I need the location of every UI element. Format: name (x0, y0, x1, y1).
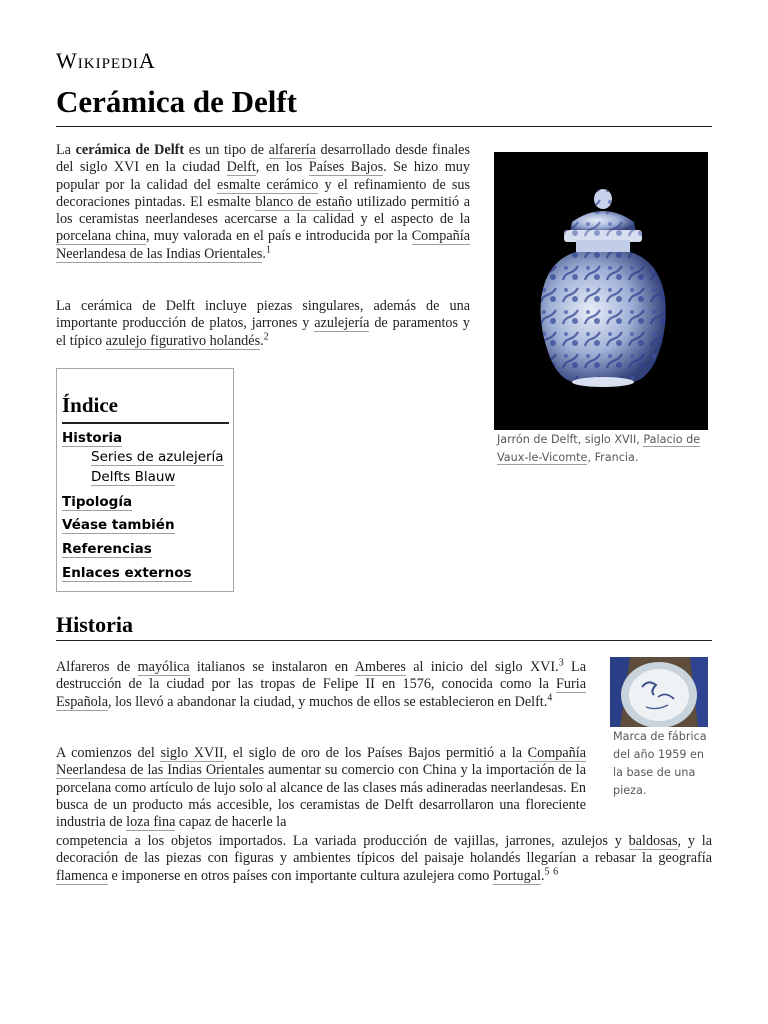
article-link[interactable]: alfarería (268, 142, 316, 158)
text-run: competencia a los objetos importados. La variada producción de vajillas, jarrones, azulejos y (56, 833, 629, 849)
intro-paragraph-2 (56, 298, 470, 350)
toc-item-historia[interactable]: Historia (62, 430, 123, 446)
toc-item-vease-tambien[interactable]: Véase también (62, 517, 175, 533)
text-run: , los llevó a abandonar la ciudad, y muchos de ellos se establecieron en Delft. (108, 693, 548, 710)
article-link[interactable]: porcelana china (56, 228, 147, 245)
reference-marker[interactable]: 1 (265, 244, 271, 256)
title-divider (56, 126, 712, 127)
reference-marker[interactable]: 3 (558, 657, 564, 669)
text-run: Marca de fábrica del año 1959 en la base de una pieza. (613, 730, 707, 797)
article-link[interactable]: Amberes (354, 659, 406, 675)
article-link[interactable]: Compañía Neerlandesa de las Indias Orientales (56, 228, 471, 262)
text-run: . (540, 867, 545, 884)
historia-paragraph-2-continued (56, 833, 712, 885)
reference-marker[interactable]: 4 (547, 691, 553, 703)
text-run: . Se hizo muy popular por la calidad del (56, 159, 470, 193)
vase-caption (497, 431, 709, 467)
text-run: La (56, 142, 76, 158)
intro-paragraph-1 (56, 142, 470, 263)
toc-item-series-de-azulejeria[interactable]: Series de azulejería (91, 449, 224, 465)
article-link[interactable]: loza fina (126, 814, 176, 831)
article-link[interactable]: mayólica (137, 659, 190, 675)
text-run: , y la decoración de las piezas con figuras y ambientes típicos del paisaje holandés llegarían a rebasar la geografía (56, 833, 712, 867)
vase-image[interactable] (494, 152, 708, 430)
article-link[interactable]: Países Bajos (308, 159, 384, 176)
article-link[interactable]: baldosas (628, 833, 678, 849)
text-run: e imponerse en otros países con importante cultura azulejera como (107, 867, 493, 884)
article-link[interactable]: blanco de estaño (255, 193, 353, 210)
factory-mark-caption (613, 728, 713, 800)
text-run: capaz de hacerle la (175, 814, 287, 831)
article-link[interactable]: Palacio de Vaux-le-Vicomte (497, 433, 701, 464)
factory-mark-illustration (610, 657, 708, 727)
article-link[interactable]: esmalte cerámico (217, 176, 319, 193)
reference-marker[interactable]: 2 (263, 330, 269, 342)
bold-term: cerámica de Delft (75, 142, 185, 158)
vase-illustration (494, 152, 708, 430)
toc-item-delfts-blauw[interactable]: Delfts Blauw (91, 469, 176, 485)
toc-item-referencias[interactable]: Referencias (62, 541, 152, 557)
table-of-contents (56, 368, 234, 592)
text-run: , el siglo de oro de los Países Bajos permitió a la (223, 745, 528, 761)
wikipedia-wordmark[interactable]: WikipediA (56, 48, 156, 73)
article-link[interactable]: Portugal (492, 867, 541, 884)
text-run: es un tipo de (184, 142, 269, 158)
text-run: . (260, 332, 264, 349)
article-link[interactable]: azulejo figurativo holandés (105, 332, 261, 349)
historia-paragraph-2 (56, 745, 586, 831)
text-run: La destrucción de la ciudad por las tropas de Felipe II en 1576, conocida como la (56, 659, 587, 693)
text-run: italianos se instalaron en (189, 659, 355, 675)
toc-title: Índice (62, 393, 119, 417)
text-run: utilizado permitió a los ceramistas neerlandeses acercarse a la calidad y el aspecto de la (56, 193, 471, 228)
toc-divider (62, 422, 229, 424)
article-link[interactable]: Compañía Neerlandesa de las Indias Orientales (56, 745, 586, 779)
article-link[interactable]: siglo XVII (160, 745, 224, 761)
factory-mark-image[interactable] (610, 657, 708, 727)
text-run: A comienzos del (56, 745, 161, 761)
reference-marker[interactable]: 6 (553, 865, 559, 877)
article-link[interactable]: flamenca (56, 867, 108, 884)
text-run: y el refinamiento de sus decoraciones pintadas. El esmalte (56, 176, 470, 210)
section-heading-historia: Historia (56, 612, 133, 637)
text-run: Jarrón de Delft, siglo XVII, (497, 433, 644, 446)
text-run: Alfareros de (56, 659, 138, 675)
text-run: aumentar su comercio con China y la importación de la porcelana como artículo de lujo solo al alcance de las clases más adineradas neerlandesas. En busca de un producto más accesible, los ceramistas de Delft desarrollaron una floreciente industria de (56, 762, 586, 831)
text-run: , Francia. (587, 451, 639, 464)
text-run: de paramentos y el típico (56, 315, 470, 349)
text-run: desarrollado desde finales del siglo XVI en la ciudad (56, 142, 471, 176)
text-run: al inicio del siglo XVI. (405, 659, 559, 675)
page-title: Cerámica de Delft (56, 84, 298, 119)
toc-item-enlaces-externos[interactable]: Enlaces externos (62, 565, 192, 581)
text-run: , en los (255, 159, 309, 176)
historia-paragraph-1 (56, 659, 586, 711)
text-run: . (262, 245, 266, 262)
article-link[interactable]: azulejería (314, 315, 370, 332)
text-run: La cerámica de Delft incluye piezas singulares, además de una importante producción de platos, jarrones y (56, 298, 470, 332)
article-link[interactable]: Delft (226, 159, 256, 176)
toc-item-tipologia[interactable]: Tipología (62, 494, 133, 510)
section-divider (56, 640, 712, 641)
article-link[interactable]: Furia Española (56, 676, 586, 710)
text-run: , muy valorada en el país e introducida por la (146, 228, 412, 245)
reference-marker[interactable]: 5 (544, 865, 550, 877)
